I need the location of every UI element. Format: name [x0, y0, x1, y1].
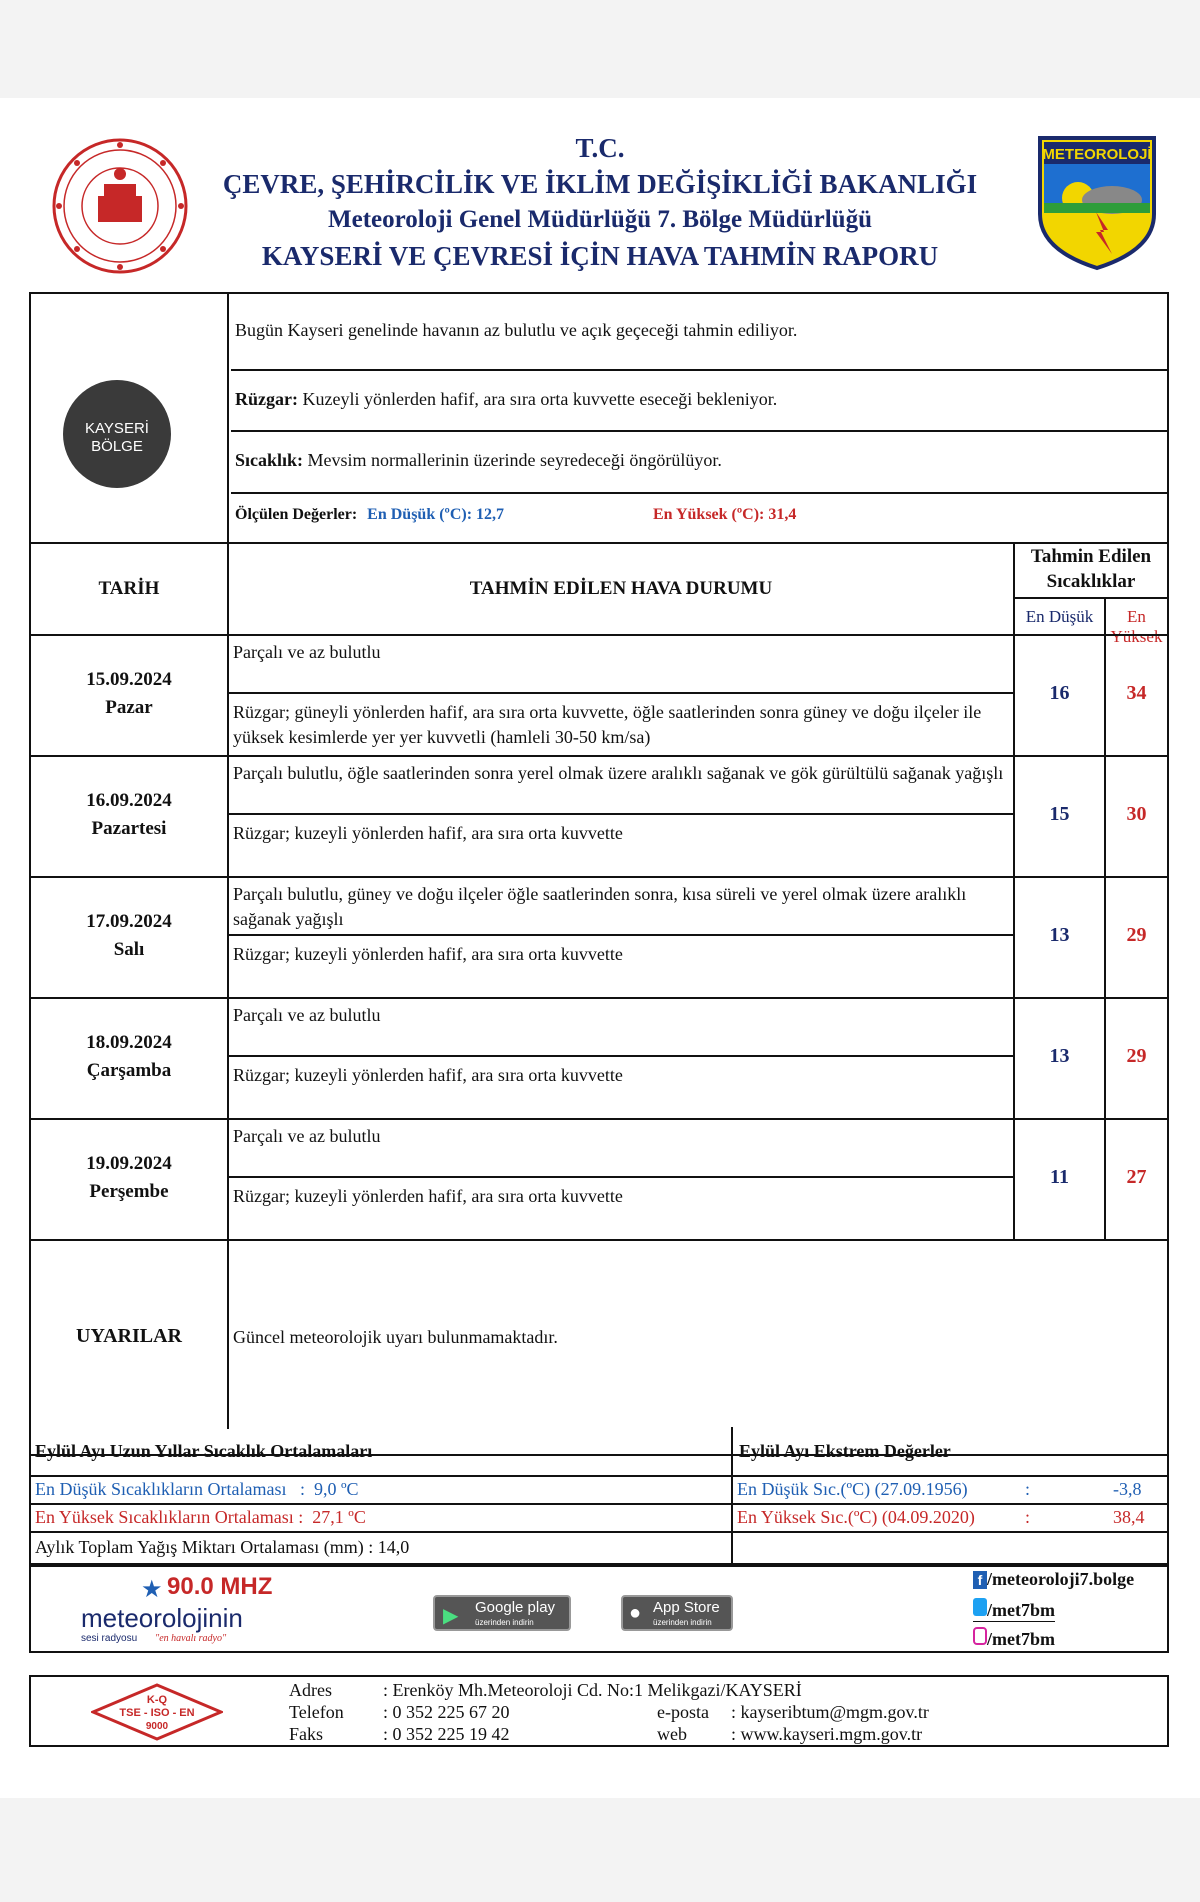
ext-max-row: [733, 1505, 1167, 1533]
day-wind: Rüzgar; kuzeyli yönlerden hafif, ara sıra orta kuvvette: [229, 815, 1015, 876]
day-wind: Rüzgar; kuzeyli yönlerden hafif, ara sıra orta kuvvette: [229, 1057, 1015, 1118]
contact-footer: [29, 1675, 1169, 1747]
avg-max-row: En Yüksek Sıcaklıkların Ortalaması : 27,1 ºC: [31, 1505, 733, 1533]
region-badge-line2: BÖLGE: [91, 438, 143, 455]
summary-temperature: [231, 432, 1167, 494]
header-line-ministry: ÇEVRE, ŞEHİRCİLİK VE İKLİM DEĞİŞİKLİĞİ BAKANLIĞI: [222, 169, 978, 199]
day-name: Perşembe: [89, 1181, 169, 1202]
facebook-link[interactable]: [973, 1569, 1134, 1590]
header-line-report-title: KAYSERİ VE ÇEVRESİ İÇİN HAVA TAHMİN RAPORU: [261, 241, 939, 271]
instagram-icon: [973, 1627, 987, 1645]
day-date-cell: [31, 876, 229, 997]
warnings-label: UYARILAR: [31, 1239, 229, 1429]
day-min-temp: 16: [1015, 634, 1106, 755]
facebook-handle: /meteoroloji7.bolge: [987, 1569, 1135, 1589]
col-header-temps: [1015, 542, 1167, 646]
measured-max: En Yüksek (ºC): 31,4: [653, 506, 797, 523]
app-store-badge[interactable]: [621, 1595, 733, 1631]
telefon-label: Telefon: [289, 1702, 344, 1722]
google-play-icon: ▶: [443, 1605, 459, 1627]
ext-max-label: En Yüksek Sıc.(ºC) (04.09.2020): [737, 1507, 975, 1527]
day-min-temp: 15: [1015, 755, 1106, 876]
promo-row: [29, 1565, 1169, 1653]
col-header-forecast: TAHMİN EDİLEN HAVA DURUMU: [229, 542, 1015, 634]
day-wind: Rüzgar; güneyli yönlerden hafif, ara sıra orta kuvvette, öğle saatlerinden sonra güney ve doğu ilçeler ile yüksek kesimlerde yer yer kuvvetli (hamleli 30-50 km/sa): [229, 694, 1015, 755]
ext-min-colon: :: [1025, 1479, 1031, 1499]
twitter-icon: [973, 1598, 987, 1616]
ext-min-label: En Düşük Sıc.(ºC) (27.09.1956): [737, 1479, 968, 1499]
instagram-handle: /met7bm: [987, 1629, 1055, 1649]
day-date: 17.09.2024: [86, 911, 172, 932]
report-header: [0, 98, 1200, 288]
day-date-cell: [31, 755, 229, 876]
ministry-seal-icon: [44, 136, 196, 276]
svg-text:9000: 9000: [145, 1721, 169, 1732]
day-name: Salı: [113, 939, 145, 960]
ext-max-value: 38,4: [1113, 1507, 1145, 1527]
temps-header-line2: Sıcaklıklar: [1046, 571, 1136, 592]
faks-value: : 0 352 225 19 42: [383, 1724, 510, 1744]
app-store-label: App Store: [653, 1599, 720, 1616]
day-date: 15.09.2024: [86, 669, 172, 690]
radio-sub: sesi radyosu: [81, 1633, 138, 1644]
summary-wind-text: Kuzeyli yönlerden hafif, ara sıra orta kuvvette eseceği bekleniyor.: [297, 389, 778, 409]
web-value[interactable]: : www.kayseri.mgm.gov.tr: [731, 1724, 923, 1744]
apple-icon: ●: [629, 1602, 642, 1624]
meteoroloji-logo-icon: [1036, 134, 1158, 272]
radio-logo: [81, 1575, 301, 1649]
tse-certificate-icon: [91, 1683, 223, 1741]
temps-header-line1: Tahmin Edilen: [1030, 546, 1152, 567]
summary-general: [231, 294, 1167, 371]
faks-label: Faks: [289, 1724, 324, 1744]
day-min-temp: 13: [1015, 876, 1106, 997]
day-max-temp: 29: [1106, 876, 1167, 997]
day-name: Pazartesi: [91, 818, 167, 839]
google-play-badge[interactable]: [433, 1595, 571, 1631]
forecast-table: [29, 292, 1169, 1456]
day-date-cell: [31, 1118, 229, 1239]
region-badge: [63, 380, 171, 488]
contact-labels-2: [657, 1701, 709, 1745]
measured-label: Ölçülen Değerler:: [235, 506, 358, 523]
summary-temp-text: Mevsim normallerinin üzerinde seyredeceği öngörülüyor.: [303, 450, 722, 470]
header-line-tc: T.C.: [575, 133, 625, 163]
svg-text:K-Q: K-Q: [146, 1694, 168, 1706]
measured-min: En Düşük (ºC): 12,7: [367, 506, 505, 523]
day-weather: Parçalı ve az bulutlu: [229, 634, 1015, 694]
day-date: 19.09.2024: [86, 1153, 172, 1174]
header-line-directorate: Meteoroloji Genel Müdürlüğü 7. Bölge Müdürlüğü: [328, 206, 872, 233]
radio-slogan: "en havalı radyo": [155, 1633, 227, 1644]
summary-temp-label: Sıcaklık:: [235, 450, 304, 470]
summary-general-text: Bugün Kayseri genelinde havanın az bulutlu ve açık geçeceği tahmin ediliyor.: [235, 320, 798, 340]
twitter-link[interactable]: [973, 1598, 1055, 1622]
svg-text:METEOROLOJİ: METEOROLOJİ: [1042, 146, 1152, 163]
precip-row: Aylık Toplam Yağış Miktarı Ortalaması (mm) : 14,0: [31, 1533, 733, 1563]
ext-min-value: -3,8: [1113, 1479, 1142, 1499]
svg-text:TSE - ISO - EN: TSE - ISO - EN: [119, 1707, 195, 1719]
ext-min-row: [733, 1477, 1167, 1505]
temps-header-min: En Düşük: [1015, 597, 1106, 636]
day-weather: Parçalı ve az bulutlu: [229, 997, 1015, 1057]
col-header-date: TARİH: [31, 542, 229, 634]
social-links: [973, 1567, 1169, 1651]
summary-wind: [231, 371, 1167, 432]
day-max-temp: 34: [1106, 634, 1167, 755]
day-wind: Rüzgar; kuzeyli yönlerden hafif, ara sıra orta kuvvette: [229, 1178, 1015, 1239]
app-store-sub: üzerinden indirin: [653, 1618, 712, 1627]
ext-max-colon: :: [1025, 1507, 1031, 1527]
day-max-temp: 29: [1106, 997, 1167, 1118]
eposta-value[interactable]: : kayseribtum@mgm.gov.tr: [731, 1702, 929, 1722]
adres-value: : Erenköy Mh.Meteoroloji Cd. No:1 Melikgazi/KAYSERİ: [383, 1680, 802, 1700]
google-play-label: Google play: [475, 1599, 556, 1616]
day-weather: Parçalı bulutlu, güney ve doğu ilçeler öğle saatlerinden sonra, kısa süreli ve yerel olmak üzere aralıklı sağanak yağışlı: [229, 876, 1015, 936]
day-min-temp: 13: [1015, 997, 1106, 1118]
monthly-left-title: Eylül Ayı Uzun Yıllar Sıcaklık Ortalamaları: [31, 1427, 733, 1477]
google-play-sub: üzerinden indirin: [475, 1618, 534, 1627]
instagram-link[interactable]: [973, 1627, 1055, 1650]
radio-star-icon: ★: [141, 1577, 163, 1603]
monthly-right-title: Eylül Ayı Ekstrem Değerler: [733, 1427, 1167, 1477]
radio-name: meteorolojinin: [81, 1603, 243, 1633]
day-date: 16.09.2024: [86, 790, 172, 811]
day-name: Çarşamba: [86, 1060, 172, 1081]
day-wind: Rüzgar; kuzeyli yönlerden hafif, ara sıra orta kuvvette: [229, 936, 1015, 997]
day-min-temp: 11: [1015, 1118, 1106, 1239]
contact-values-2: [731, 1701, 929, 1745]
day-max-temp: 30: [1106, 755, 1167, 876]
web-label: web: [657, 1724, 687, 1744]
warnings-text: Güncel meteorolojik uyarı bulunmamaktadır.: [229, 1239, 1167, 1429]
radio-frequency: 90.0 MHZ: [167, 1573, 273, 1600]
day-weather: Parçalı ve az bulutlu: [229, 1118, 1015, 1178]
summary-wind-label: Rüzgar:: [235, 389, 298, 409]
day-weather: Parçalı bulutlu, öğle saatlerinden sonra yerel olmak üzere aralıklı sağanak ve gök gürültülü sağanak yağışlı: [229, 755, 1015, 815]
adres-label: Adres: [289, 1680, 332, 1700]
contact-labels: [289, 1679, 344, 1745]
day-date-cell: [31, 634, 229, 755]
region-badge-cell: [31, 294, 229, 542]
summary-measured: [231, 494, 1167, 542]
day-date: 18.09.2024: [86, 1032, 172, 1053]
day-date-cell: [31, 997, 229, 1118]
telefon-value: : 0 352 225 67 20: [383, 1702, 510, 1722]
twitter-handle: /met7bm: [987, 1600, 1055, 1620]
facebook-icon: f: [973, 1571, 987, 1589]
header-title-block: [190, 130, 1010, 274]
report-sheet: [0, 98, 1200, 1798]
monthly-stats: [29, 1427, 1169, 1565]
eposta-label: e-posta: [657, 1702, 709, 1722]
avg-min-row: En Düşük Sıcaklıkların Ortalaması : 9,0 ºC: [31, 1477, 733, 1505]
day-max-temp: 27: [1106, 1118, 1167, 1239]
temps-header-max: En Yüksek: [1106, 597, 1167, 636]
region-badge-line1: KAYSERİ: [85, 420, 149, 437]
day-name: Pazar: [105, 697, 153, 718]
